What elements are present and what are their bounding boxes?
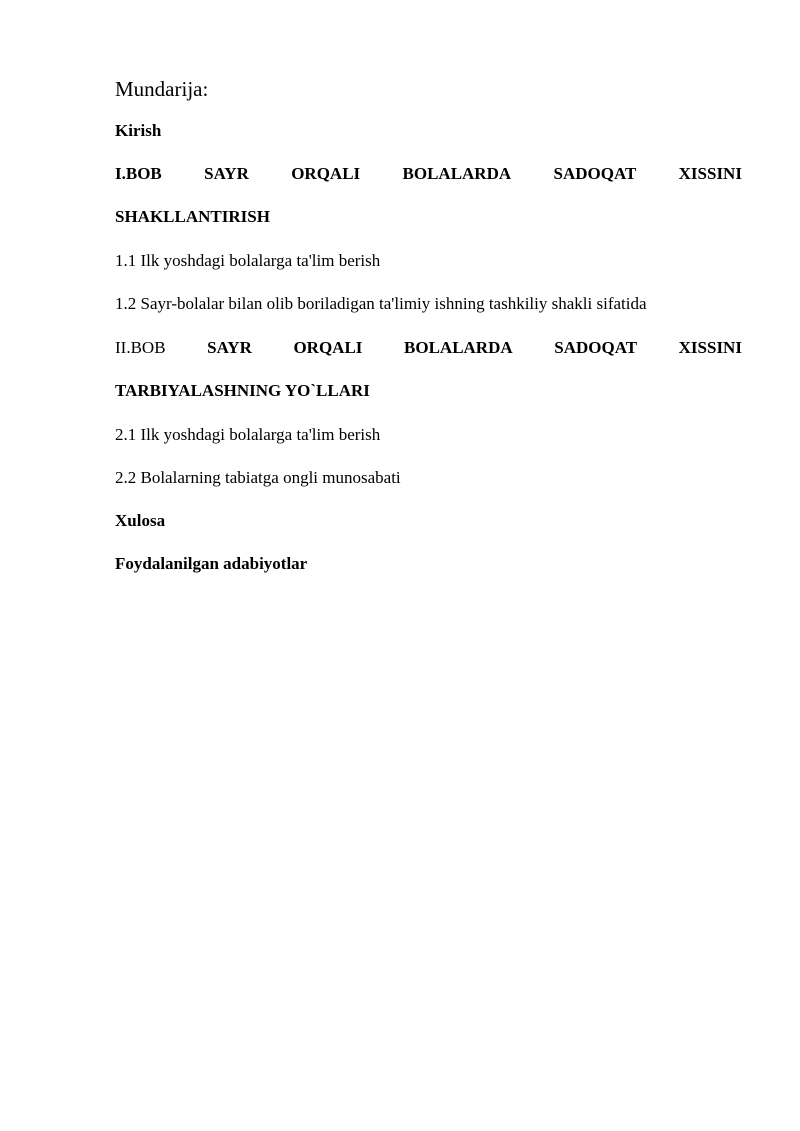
section-1-1: 1.1 Ilk yoshdagi bolalarga ta'lim berish [115,251,381,270]
chapter2-word: SADOQAT [554,338,638,357]
chapter1-heading-line2: SHAKLLANTIRISH [115,207,270,226]
section-2-1: 2.1 Ilk yoshdagi bolalarga ta'lim berish [115,425,381,444]
section-2-2: 2.2 Bolalarning tabiatga ongli munosabati [115,468,401,487]
chapter1-heading-line1 [115,163,742,185]
toc-intro: Kirish [115,121,162,140]
toc-conclusion: Xulosa [115,511,166,530]
chapter1-word: XISSINI [678,164,742,183]
toc-references: Foydalanilgan adabiyotlar [115,554,308,573]
chapter1-word: I.BOB [115,164,162,183]
chapter2-word: SAYR [207,338,252,357]
chapter1-word: SADOQAT [553,164,637,183]
chapter2-heading-line2: TARBIYALASHNING YO`LLARI [115,381,370,400]
toc-title: Mundarija: [115,77,209,101]
chapter2-word: BOLALARDA [404,338,513,357]
section-1-2: 1.2 Sayr-bolalar bilan olib boriladigan ta'limiy ishning tashkiliy shakli sifatida [115,294,647,313]
chapter2-word: XISSINI [678,338,742,357]
chapter1-word: ORQALI [291,164,361,183]
chapter2-word: ORQALI [293,338,363,357]
chapter1-word: SAYR [204,164,249,183]
chapter2-label: II.BOB [115,338,166,357]
chapter2-heading-line1 [115,337,742,359]
chapter1-word: BOLALARDA [402,164,512,183]
